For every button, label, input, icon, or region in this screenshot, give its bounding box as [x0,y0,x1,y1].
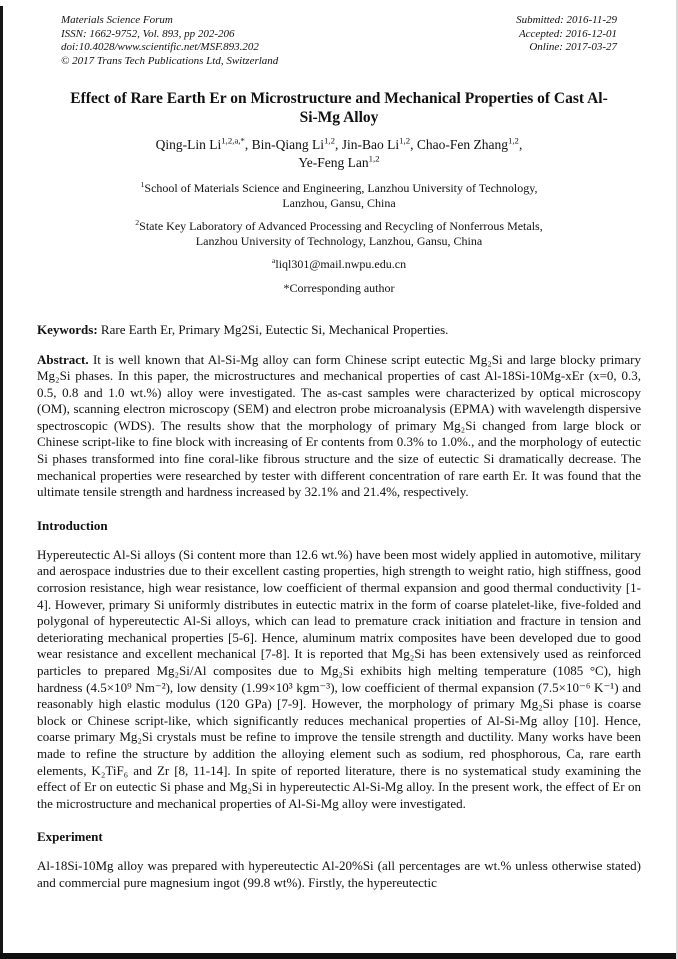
abstract [37,352,641,501]
abstract-label: Abstract. [37,351,89,367]
accepted-date: Accepted: 2016-12-01 [518,27,617,40]
submitted-date: Submitted: 2016-11-29 [516,14,617,26]
journal-doi: doi:10.4028/www.scientific.net/MSF.893.202 [61,41,259,53]
experiment-paragraph: Al-18Si-10Mg alloy was prepared with hypereutectic Al-20%Si (all percentages are wt.% unless otherwise stated) and commercial pure magnesium ingot (99.8 wt%). Firstly, the hypereutectic [37,858,641,890]
section-heading-experiment: Experiment [37,829,103,845]
keywords-line [37,322,641,339]
scan-edge-bottom [0,953,678,959]
author-email: $^a$liql301@mail.nwpu.edu.cn [271,256,407,271]
scan-edge-left [0,6,3,959]
journal-header [37,14,641,68]
corresponding-author-note: *Corresponding author [283,280,395,295]
section-heading-introduction: Introduction [37,517,108,533]
keywords-text: Rare Earth Er, Primary Mg2Si, Eutectic Si, Mechanical Properties. [97,322,449,337]
paper-title: Effect of Rare Earth Er on Microstructure and Mechanical Properties of Cast Al-Si-Mg Alloy [70,90,608,126]
abstract-text: It is well known that Al-Si-Mg alloy can form Chinese script eutectic Mg₂Si and large blocky primary Mg₂Si phases. In this paper, the microstructures and mechanical properties of cast Al-18Si-10Mg-xEr (x=0, 0.3, 0.5, 0.8 and 1.0 wt.%) alloy were investigated. The as-cast samples were characterized by optical microscopy (OM), scanning electron microscopy (SEM) and electron probe microanalysis (EPMA) with wavelength dispersive spectroscopic (WDS). The results show that the morphology of primary Mg₂Si changed from large block or Chinese script-like to fine block with increasing of Er contents from 0.3% to 1.0%., and the morphology of eutectic Si phases transformed into fine coral-like fibrous structure and the size of eutectic Si dramatically decrease. The mechanical properties were researched by tester with different concentration of rare earth Er. It was found that the ultimate tensile strength and hardness increased by 32.1% and 21.4%, respectively. [37,351,641,500]
online-date: Online: 2017-03-27 [529,41,617,53]
journal-issn-volume: ISSN: 1662-9752, Vol. 893, pp 202-206 [61,27,235,40]
journal-copyright: © 2017 Trans Tech Publications Ltd, Switzerland [61,54,279,67]
introduction-paragraph: Hypereutectic Al-Si alloys (Si content more than 12.6 wt.%) have been most widely applied in automotive, military and aerospace industries due to their excellent casting properties, high strength to weight ratio, high stiffness, good corrosion resistance, high wear resistance, low coefficient of thermal expansion and good thermal conductivity [1-4]. However, primary Si uniformly distributes in eutectic matrix in the form of coarse platelet-like, five-folded and polygonal of hypereutectic Al-Si alloys, which can lead to premature crack initiation and fracture in tension and deteriorating mechanical properties [5-6]. Hence, aluminum matrix composites have been developed due to good wear resistance and excellent mechanical [7-8]. It is reported that Mg₂Si has been extensively used as reinforced particles to prepared Mg₂Si/Al composites due to Mg₂Si exhibits high melting temperature (1085 °C), high hardness (4.5×10⁹ Nm⁻²), low density (1.99×10³ kgm⁻³), low coefficient of thermal expansion (7.5×10⁻⁶ K⁻¹) and reasonably high elastic modulus (120 GPa) [7-9]. However, the morphology of primary Mg₂Si phase is coarse block or Chinese script-like, which significantly reduces mechanical properties of Al-Si-Mg alloy [10]. Hence, coarse primary Mg₂Si crystals must be refine to improve the tensile strength and ductility. Many works have been made to refine the structure by addition the alloying element such as sodium, red phosphorous, Ca, rare earth elements, K₂TiF₆ and Zr [8, 11-14]. In spite of reported literature, there is no systematical study examining the effect of Er on eutectic Si phase and Mg₂Si in hypereutectic Al-Si-Mg alloy. In the present work, the effect of Er on the microstructure and mechanical properties of Al-Si-Mg alloy were investigated. [37,546,641,811]
journal-info [61,14,278,68]
authors-line-2: Ye-Feng Lan$^{1,2}$ [298,153,380,170]
submission-dates [516,14,617,68]
keywords-label: Keywords: [37,322,98,337]
authors-line-1: Qing-Lin $Li^{1,2,a,*}$, Bin-Qiang Li$^{1,2}$, Jin-Bao Li$^{1,2}$, Chao-Fen Zhang$^{1,2}$, [155,135,523,152]
journal-name: Materials Science Forum [61,14,173,26]
affiliation-2: $^2$State Key Laboratory of Advanced Processing and Recycling of Nonferrous Metals, Lanzhou University of Technology, Lanzhou, Gansu, China [135,218,543,248]
affiliation-1: $^1$School of Materials Science and Engineering, Lanzhou University of Technology, Lanzhou, Gansu, China [140,180,538,210]
